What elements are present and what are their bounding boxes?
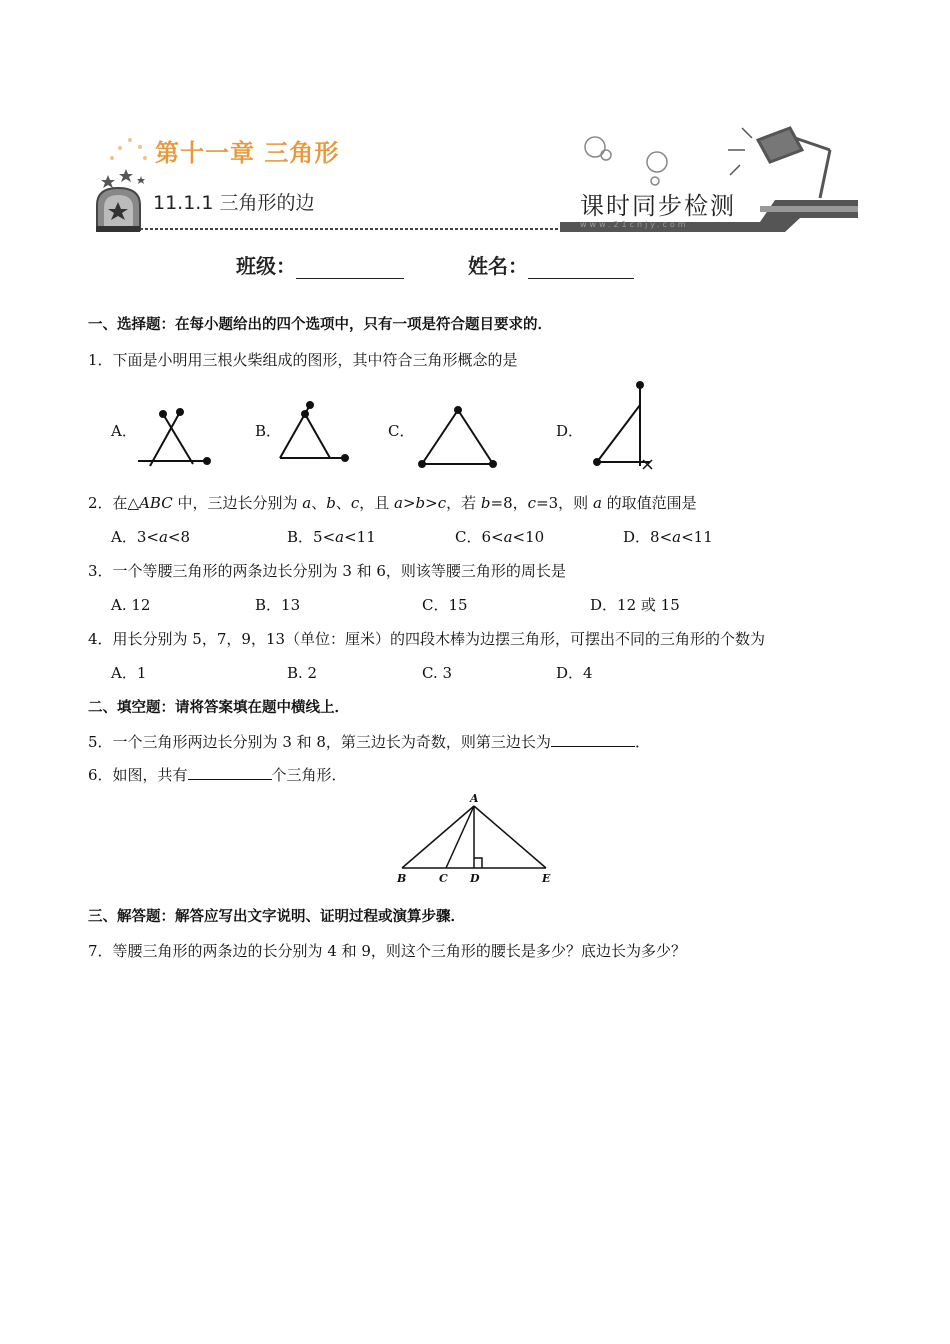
q3-text: 3．一个等腰三角形的两条边长分别为 3 和 6，则该等腰三角形的周长是 [88,562,566,580]
q6-label-d: D [470,872,480,885]
q4-option-d[interactable]: D．4 [556,664,593,682]
q2-text: 2．在△ABC 中，三边长分别为 a、b、c，且 a>b>c，若 b=8，c=3，则 a 的取值范围是 [88,494,697,512]
q1-option-c[interactable]: C． [388,422,415,440]
bubbles-decoration [585,137,667,185]
dots-decoration [110,138,147,160]
class-field [236,250,404,279]
q3-option-a[interactable]: A. 12 [111,596,151,614]
q1-figure-b [280,402,348,461]
q6-text: 6．如图，共有 个三角形． [88,766,347,784]
q1-option-a[interactable]: A． [111,422,137,440]
q3-option-b[interactable]: B．13 [255,596,301,614]
q2-option-c[interactable]: C．6<a<10 [455,528,545,546]
q1-option-d[interactable]: D． [556,422,584,440]
q2-option-d[interactable]: D．8<a<11 [623,528,713,546]
q6-figure [380,790,580,890]
name-field [468,250,634,279]
seal-icon [97,188,140,230]
q5-text: 5．一个三角形两边长分别为 3 和 8，第三边长为奇数，则第三边长为 ． [88,733,650,751]
q1-figure-a [138,409,210,466]
q4-option-b[interactable]: B. 2 [287,664,318,682]
q1-figure-d [594,382,652,469]
section-2-heading: 二、填空题：请将答案填在题中横线上． [88,700,349,716]
q3-option-c[interactable]: C．15 [422,596,468,614]
q6-label-b: B [397,872,407,885]
name-blank[interactable] [528,278,634,279]
q6-label-a: A [470,792,479,805]
q3-option-d[interactable]: D．12 或 15 [590,596,680,614]
section-3-heading: 三、解答题：解答应写出文字说明、证明过程或演算步骤． [88,909,465,925]
class-blank[interactable] [296,278,404,279]
q5-blank[interactable] [551,732,635,747]
q6-label-e: E [542,872,551,885]
q1-text: 1．下面是小明用三根火柴组成的图形，其中符合三角形概念的是 [88,351,518,369]
q6-label-c: C [439,872,448,885]
q4-option-c[interactable]: C. 3 [422,664,453,682]
q1-figure-c [419,407,496,467]
lamp-icon [728,128,830,198]
section-title: 11.1.1 三角形的边 [153,192,315,214]
class-label: 班级： [236,254,296,278]
q2-option-b[interactable]: B．5<a<11 [287,528,376,546]
section-1-heading: 一、选择题：在每小题给出的四个选项中，只有一项是符合题目要求的． [88,317,552,333]
name-label: 姓名： [468,254,528,278]
q1-option-b[interactable]: B． [255,422,282,440]
brand-title: 课时同步检测 [580,192,736,220]
chapter-title: 第十一章 三角形 [155,139,340,167]
q2-option-a[interactable]: A．3<a<8 [111,528,191,546]
q6-blank[interactable] [188,765,272,780]
q7-text: 7．等腰三角形的两条边的长分别为 4 和 9，则这个三角形的腰长是多少？底边长为多少？ [88,942,686,960]
header-banner [0,0,950,240]
star-icon [101,169,145,188]
header-watermark: www.21cnjy.com [580,220,689,229]
q1-figures [0,380,950,480]
q4-text: 4．用长分别为 5，7，9，13（单位：厘米）的四段木棒为边摆三角形，可摆出不同的三角形的个数为 [88,630,766,648]
q4-option-a[interactable]: A．1 [111,664,147,682]
